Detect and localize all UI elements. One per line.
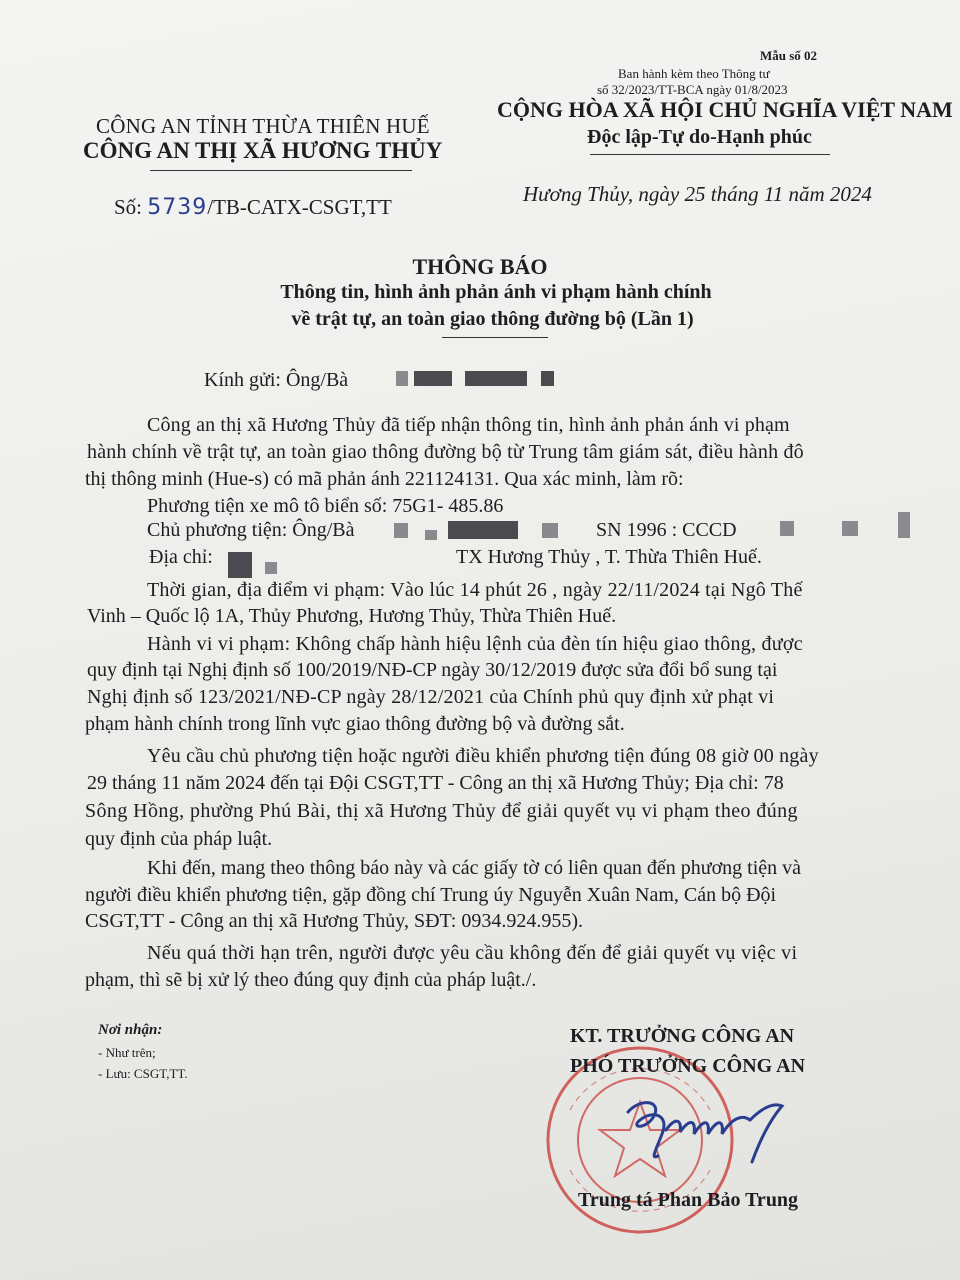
redaction-mark (425, 530, 437, 540)
title-underline (442, 337, 548, 338)
redaction-mark (842, 521, 858, 536)
redaction-mark (898, 512, 910, 538)
document-number-suffix: /TB-CATX-CSGT,TT (207, 195, 392, 219)
redaction-mark (228, 552, 252, 578)
request-line: Yêu cầu chủ phương tiện hoặc người điều khiển phương tiện đúng 08 giờ 00 ngày (147, 745, 819, 767)
instruction-line: Khi đến, mang theo thông báo này và các giấy tờ có liên quan đến phương tiện và (147, 857, 802, 879)
instruction-line: CSGT,TT - Công an thị xã Hương Thủy, SĐT: 0934.924.955). (85, 910, 583, 932)
issuing-unit: CÔNG AN THỊ XÃ HƯƠNG THỦY (83, 138, 443, 163)
redaction-mark (541, 371, 554, 386)
form-issued-line2: số 32/2023/TT-BCA ngày 01/8/2023 (597, 82, 788, 97)
vehicle-plate: Phương tiện xe mô tô biển số: 75G1- 485.86 (147, 495, 504, 517)
violation-act-line: Hành vi vi phạm: Không chấp hành hiệu lệnh của đèn tín hiệu giao thông, được (147, 633, 803, 655)
issuing-ministry: CÔNG AN TỈNH THỪA THIÊN HUẾ (96, 114, 430, 138)
redaction-mark (396, 371, 408, 386)
request-line: 29 tháng 11 năm 2024 đến tại Đội CSGT,TT - Công an thị xã Hương Thủy; Địa chỉ: 78 (87, 772, 784, 794)
recipients-title: Nơi nhận: (98, 1022, 163, 1038)
overdue-line: Nếu quá thời hạn trên, người được yêu cầu không đến để giải quyết vụ việc vi (147, 942, 798, 964)
unit-underline (150, 170, 412, 171)
instruction-line: người điều khiển phương tiện, gặp đồng chí Trung úy Nguyễn Xuân Nam, Cán bộ Đội (85, 884, 777, 906)
redaction-mark (448, 521, 518, 539)
document-number-handwritten: 5739 (147, 195, 208, 220)
violation-time: Thời gian, địa điểm vi phạm: Vào lúc 14 phút 26 , ngày 22/11/2024 tại Ngô Thế (147, 579, 803, 601)
document-subtitle-1: Thông tin, hình ảnh phản ánh vi phạm hành chính (280, 281, 712, 303)
paragraph-line: Công an thị xã Hương Thủy đã tiếp nhận thông tin, hình ảnh phản ánh vi phạm (147, 414, 790, 436)
recipient-item: - Như trên; (98, 1045, 156, 1060)
redaction-mark (465, 371, 527, 386)
document-number-label: Số: (114, 195, 143, 219)
violation-act-line: quy định tại Nghị định số 100/2019/NĐ-CP ngày 30/12/2019 được sửa đổi bổ sung tại (87, 659, 778, 681)
form-issued-line1: Ban hành kèm theo Thông tư (618, 66, 770, 81)
document-subtitle-2: về trật tự, an toàn giao thông đường bộ (Lần 1) (291, 308, 694, 330)
address-value: TX Hương Thủy , T. Thừa Thiên Huế. (456, 546, 762, 568)
recipient-item: - Lưu: CSGT,TT. (98, 1066, 188, 1081)
document-title: THÔNG BÁO (412, 254, 548, 279)
redaction-mark (265, 562, 277, 574)
request-line: Sông Hồng, phường Phú Bài, thị xã Hương Thủy để giải quyết vụ vi phạm theo đúng (85, 800, 798, 822)
violation-place: Vinh – Quốc lộ 1A, Thủy Phương, Hương Thủy, Thừa Thiên Huế. (87, 605, 617, 627)
violation-act-line: Nghị định số 123/2021/NĐ-CP ngày 28/12/2021 của Chính phủ quy định xử phạt vi (87, 686, 775, 708)
redaction-mark (542, 523, 558, 538)
form-code: Mẫu số 02 (760, 48, 818, 63)
paragraph-line: hành chính về trật tự, an toàn giao thông đường bộ từ Trung tâm giám sát, điều hành đô (87, 441, 804, 463)
redaction-mark (394, 523, 408, 538)
request-line: quy định của pháp luật. (85, 828, 273, 850)
overdue-line: phạm, thì sẽ bị xử lý theo đúng quy định của pháp luật./. (85, 969, 537, 991)
signer-name: Trung tá Phan Bảo Trung (578, 1189, 799, 1211)
place-date: Hương Thủy, ngày 25 tháng 11 năm 2024 (523, 182, 872, 206)
handwritten-signature (610, 1090, 800, 1170)
redaction-mark (414, 371, 452, 386)
republic-name: CỘNG HÒA XÃ HỘI CHỦ NGHĨA VIỆT NAM (497, 97, 953, 122)
national-motto: Độc lập-Tự do-Hạnh phúc (587, 126, 812, 148)
violation-act-line: phạm hành chính trong lĩnh vực giao thông đường bộ và đường sắt. (85, 713, 625, 735)
document-number (114, 195, 392, 220)
address-label: Địa chỉ: (149, 546, 213, 568)
paragraph-line: thị thông minh (Hue-s) có mã phản ánh 221124131. Qua xác minh, làm rõ: (85, 468, 684, 490)
owner-label: Chủ phương tiện: Ông/Bà (147, 519, 355, 541)
signature-title-1: KT. TRƯỞNG CÔNG AN (570, 1025, 795, 1047)
owner-birth-id: SN 1996 : CCCD (596, 519, 737, 541)
signature-title-2: PHÓ TRƯỞNG CÔNG AN (570, 1055, 806, 1077)
motto-underline (590, 154, 830, 155)
greeting: Kính gửi: Ông/Bà (204, 369, 349, 391)
redaction-mark (780, 521, 794, 536)
